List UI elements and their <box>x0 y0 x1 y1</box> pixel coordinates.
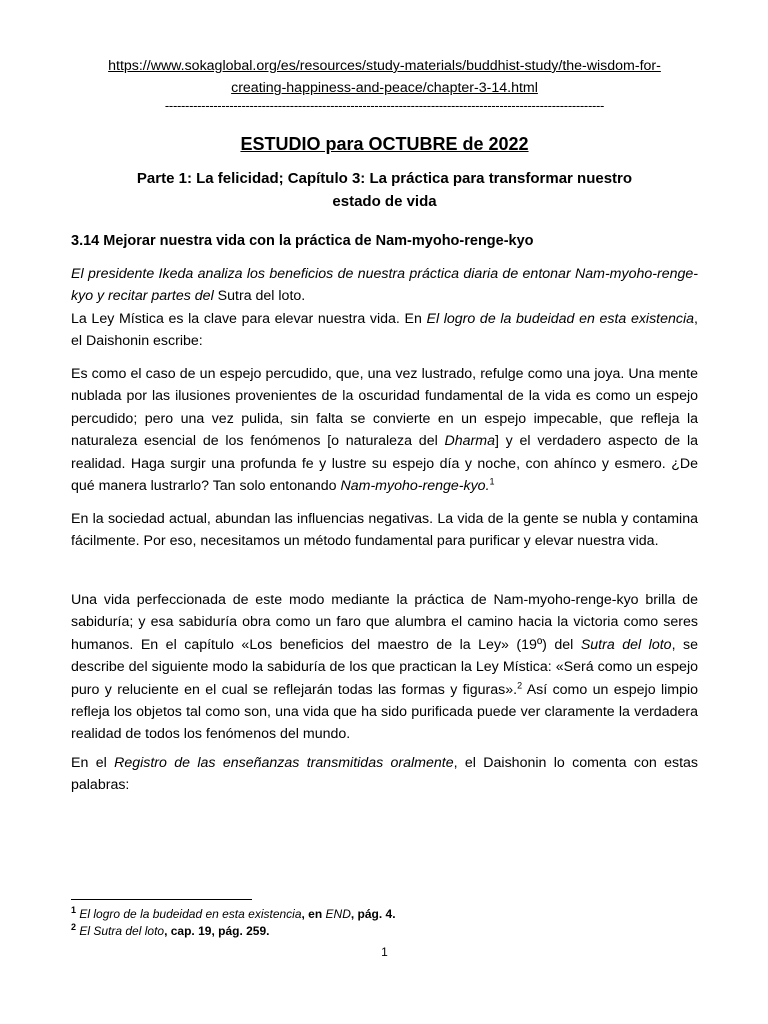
footnotes <box>71 906 698 940</box>
paragraph-4 <box>71 752 698 797</box>
footnote-2 <box>71 923 698 940</box>
footnote-ref-1[interactable]: 1 <box>489 476 495 487</box>
footnote-1-middle: , en <box>301 907 326 921</box>
footnote-2-number: 2 <box>71 922 77 932</box>
intro-work-title: El logro de la budeidad en esta existencia <box>426 310 695 327</box>
intro-paragraph <box>71 263 698 353</box>
quote-mantra: Nam-myoho-renge-kyo. <box>340 478 490 495</box>
footnote-1-source: END <box>325 907 351 921</box>
p4-text-b: , el Daishonin lo comenta con estas palabras: <box>71 755 698 794</box>
p4-record-title: Registro de las enseñanzas transmitidas oralmente <box>114 755 454 771</box>
footnote-1-number: 1 <box>71 905 77 915</box>
intro-line2-start: La Ley Mística es la clave para elevar nuestra vida. En <box>71 310 427 327</box>
gosho-quote <box>71 363 698 497</box>
paragraph-2: En la sociedad actual, abundan las influencias negativas. La vida de la gente se nubla y contamina fácilmente. Por eso, necesitamos un método fundamental para purificar y elevar nuestra vida. <box>71 511 698 550</box>
p4-text-a: En el <box>71 755 115 771</box>
intro-italic-lead: El presidente Ikeda analiza los beneficios de nuestra práctica diaria de entonar Nam-myoho-renge-kyo y recitar partes del <box>71 266 698 305</box>
part-title: Parte 1: La felicidad; Capítulo 3: La práctica para transformar nuestro estado de vida <box>136 170 633 210</box>
intro-line2-end: , el Daishonin escribe: <box>71 310 698 350</box>
footnote-1 <box>71 906 698 923</box>
p3-text-b: , se describe del siguiente modo la sabiduría de los que practican la Ley Mística: «Será como un espejo puro y reluciente en el cual se reflejarán todas las formas y figuras». <box>71 636 698 698</box>
separator-line: ------------------------------------------------------------------------------------------------------------- <box>164 98 605 113</box>
footnote-1-tail: , pág. 4. <box>350 907 396 921</box>
section-heading: 3.14 Mejorar nuestra vida con la práctica de Nam-myoho-renge-kyo <box>71 233 534 249</box>
footnote-ref-2[interactable]: 2 <box>517 679 523 690</box>
study-title: ESTUDIO para OCTUBRE de 2022 <box>240 134 529 154</box>
intro-sutra-word: Sutra del loto. <box>213 288 306 305</box>
footnote-1-title: El logro de la budeidad en esta existencia <box>79 907 302 921</box>
footnote-2-title: El Sutra del loto <box>79 924 165 938</box>
page-number: 1 <box>381 945 388 959</box>
p3-sutra-title: Sutra del loto <box>580 636 672 653</box>
quote-text-b: ] y el verdadero aspecto de la realidad. Haga surgir una profunda fe y lustre su espejo día y noche, con ahínco y esmero. ¿De qué manera lustrarlo? Tan solo entonando <box>71 433 698 495</box>
footnote-divider <box>71 899 252 900</box>
source-url-line-1[interactable]: https://www.sokaglobal.org/es/resources/study-materials/buddhist-study/the-wisdom-for- <box>108 58 661 74</box>
document-page <box>71 0 698 1024</box>
footnote-2-tail: , cap. 19, pág. 259. <box>164 924 270 938</box>
source-url-line-2[interactable]: creating-happiness-and-peace/chapter-3-14.html <box>231 80 538 96</box>
paragraph-3 <box>71 589 698 746</box>
quote-dharma: Dharma <box>444 433 495 450</box>
p3-text-a: Una vida perfeccionada de este modo mediante la práctica de Nam-myoho-renge-kyo brilla de sabiduría; y esa sabiduría obra como un faro que alumbra el camino hacia la victoria como seres humanos. En el capítulo «Los beneficios del maestro de la Ley» (19º) del <box>71 592 698 653</box>
quote-text-a: Es como el caso de un espejo percudido, que, una vez lustrado, refulge como una joya. Una mente nublada por las ilusiones provenientes de la oscuridad fundamental de la vida es como un espejo percudido; pero una vez pulida, sin falta se convierte en un espejo impecable, que refleja la naturaleza esencial de los fenómenos [o naturaleza del <box>71 366 698 450</box>
source-url-link[interactable] <box>71 55 698 99</box>
p3-text-c: Así como un espejo limpio refleja los objetos tal como son, una vida que ha sido purificada puede ver claramente la verdadera realidad de todos los fenómenos del mundo. <box>71 681 699 743</box>
